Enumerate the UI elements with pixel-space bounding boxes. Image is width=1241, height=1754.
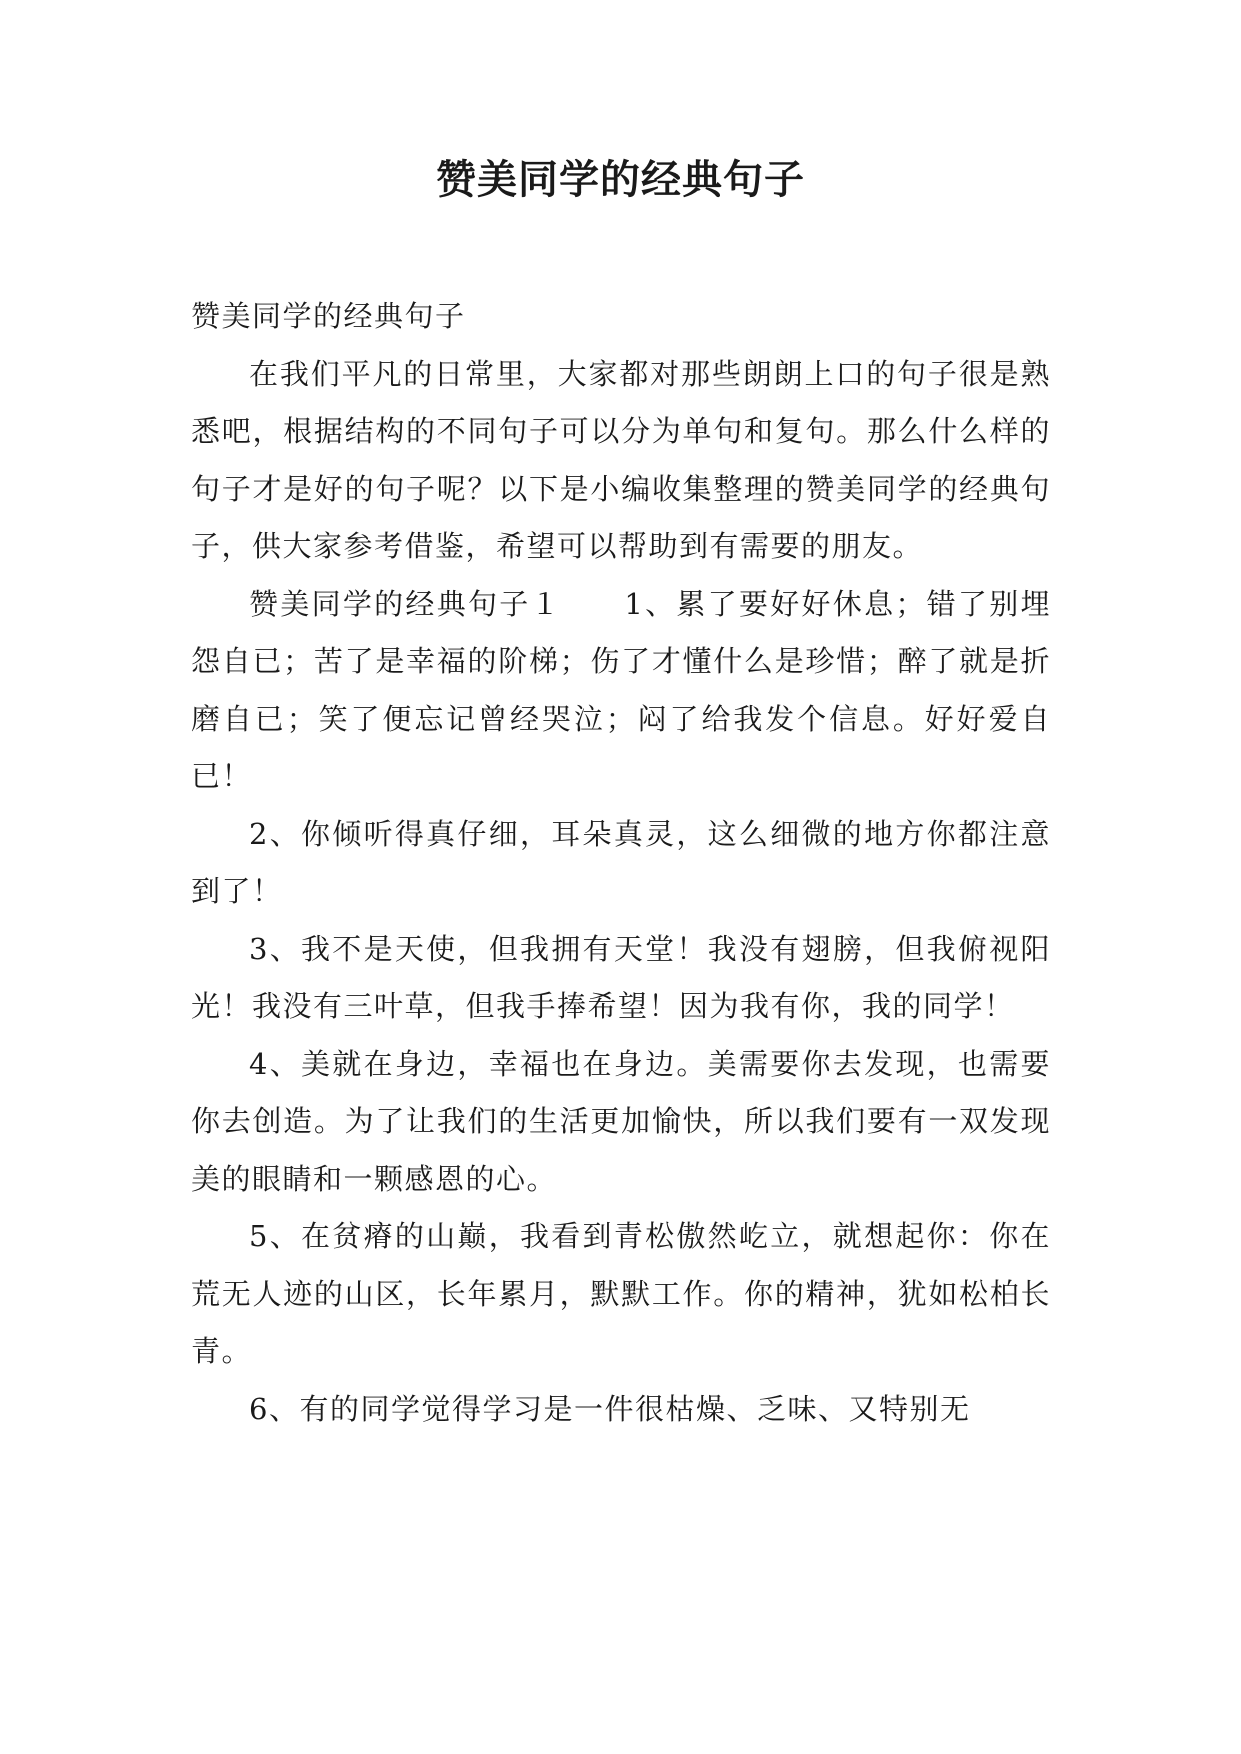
paragraph-sentence-4: 4、美就在身边，幸福也在身边。美需要你去发现，也需要你去创造。为了让我们的生活更加愉快，所以我们要有一双发现美的眼睛和一颗感恩的心。	[191, 1046, 1051, 1196]
paragraph-sentence-6: 6、有的同学觉得学习是一件很枯燥、乏味、又特别无	[249, 1391, 971, 1426]
paragraph-sentence-2: 2、你倾听得真仔细，耳朵真灵，这么细微的地方你都注意到了！	[191, 816, 1051, 908]
document-subtitle: 赞美同学的经典句子	[191, 299, 466, 333]
document-body	[191, 288, 1051, 1438]
paragraph-sentence-5: 5、在贫瘠的山巅，我看到青松傲然屹立，就想起你：你在荒无人迹的山区，长年累月，默默工作。你的精神，犹如松柏长青。	[191, 1219, 1051, 1368]
document-title: 赞美同学的经典句子	[436, 156, 805, 203]
paragraph-intro: 在我们平凡的日常里，大家都对那些朗朗上口的句子很是熟悉吧，根据结构的不同句子可以分为单句和复句。那么什么样的句子才是好的句子呢？以下是小编收集整理的赞美同学的经典句子，供大家参考借鉴，希望可以帮助到有需要的朋友。	[191, 356, 1051, 563]
paragraph-sentence-3: 3、我不是天使，但我拥有天堂！我没有翅膀，但我俯视阳光！我没有三叶草，但我手捧希望！因为我有你，我的同学！	[191, 931, 1051, 1023]
paragraph-sentence-1: 赞美同学的经典句子１ 1、累了要好好休息；错了别埋怨自已；苦了是幸福的阶梯；伤了才懂什么是珍惜；醉了就是折磨自已；笑了便忘记曾经哭泣；闷了给我发个信息。好好爱自已！	[191, 586, 1051, 793]
